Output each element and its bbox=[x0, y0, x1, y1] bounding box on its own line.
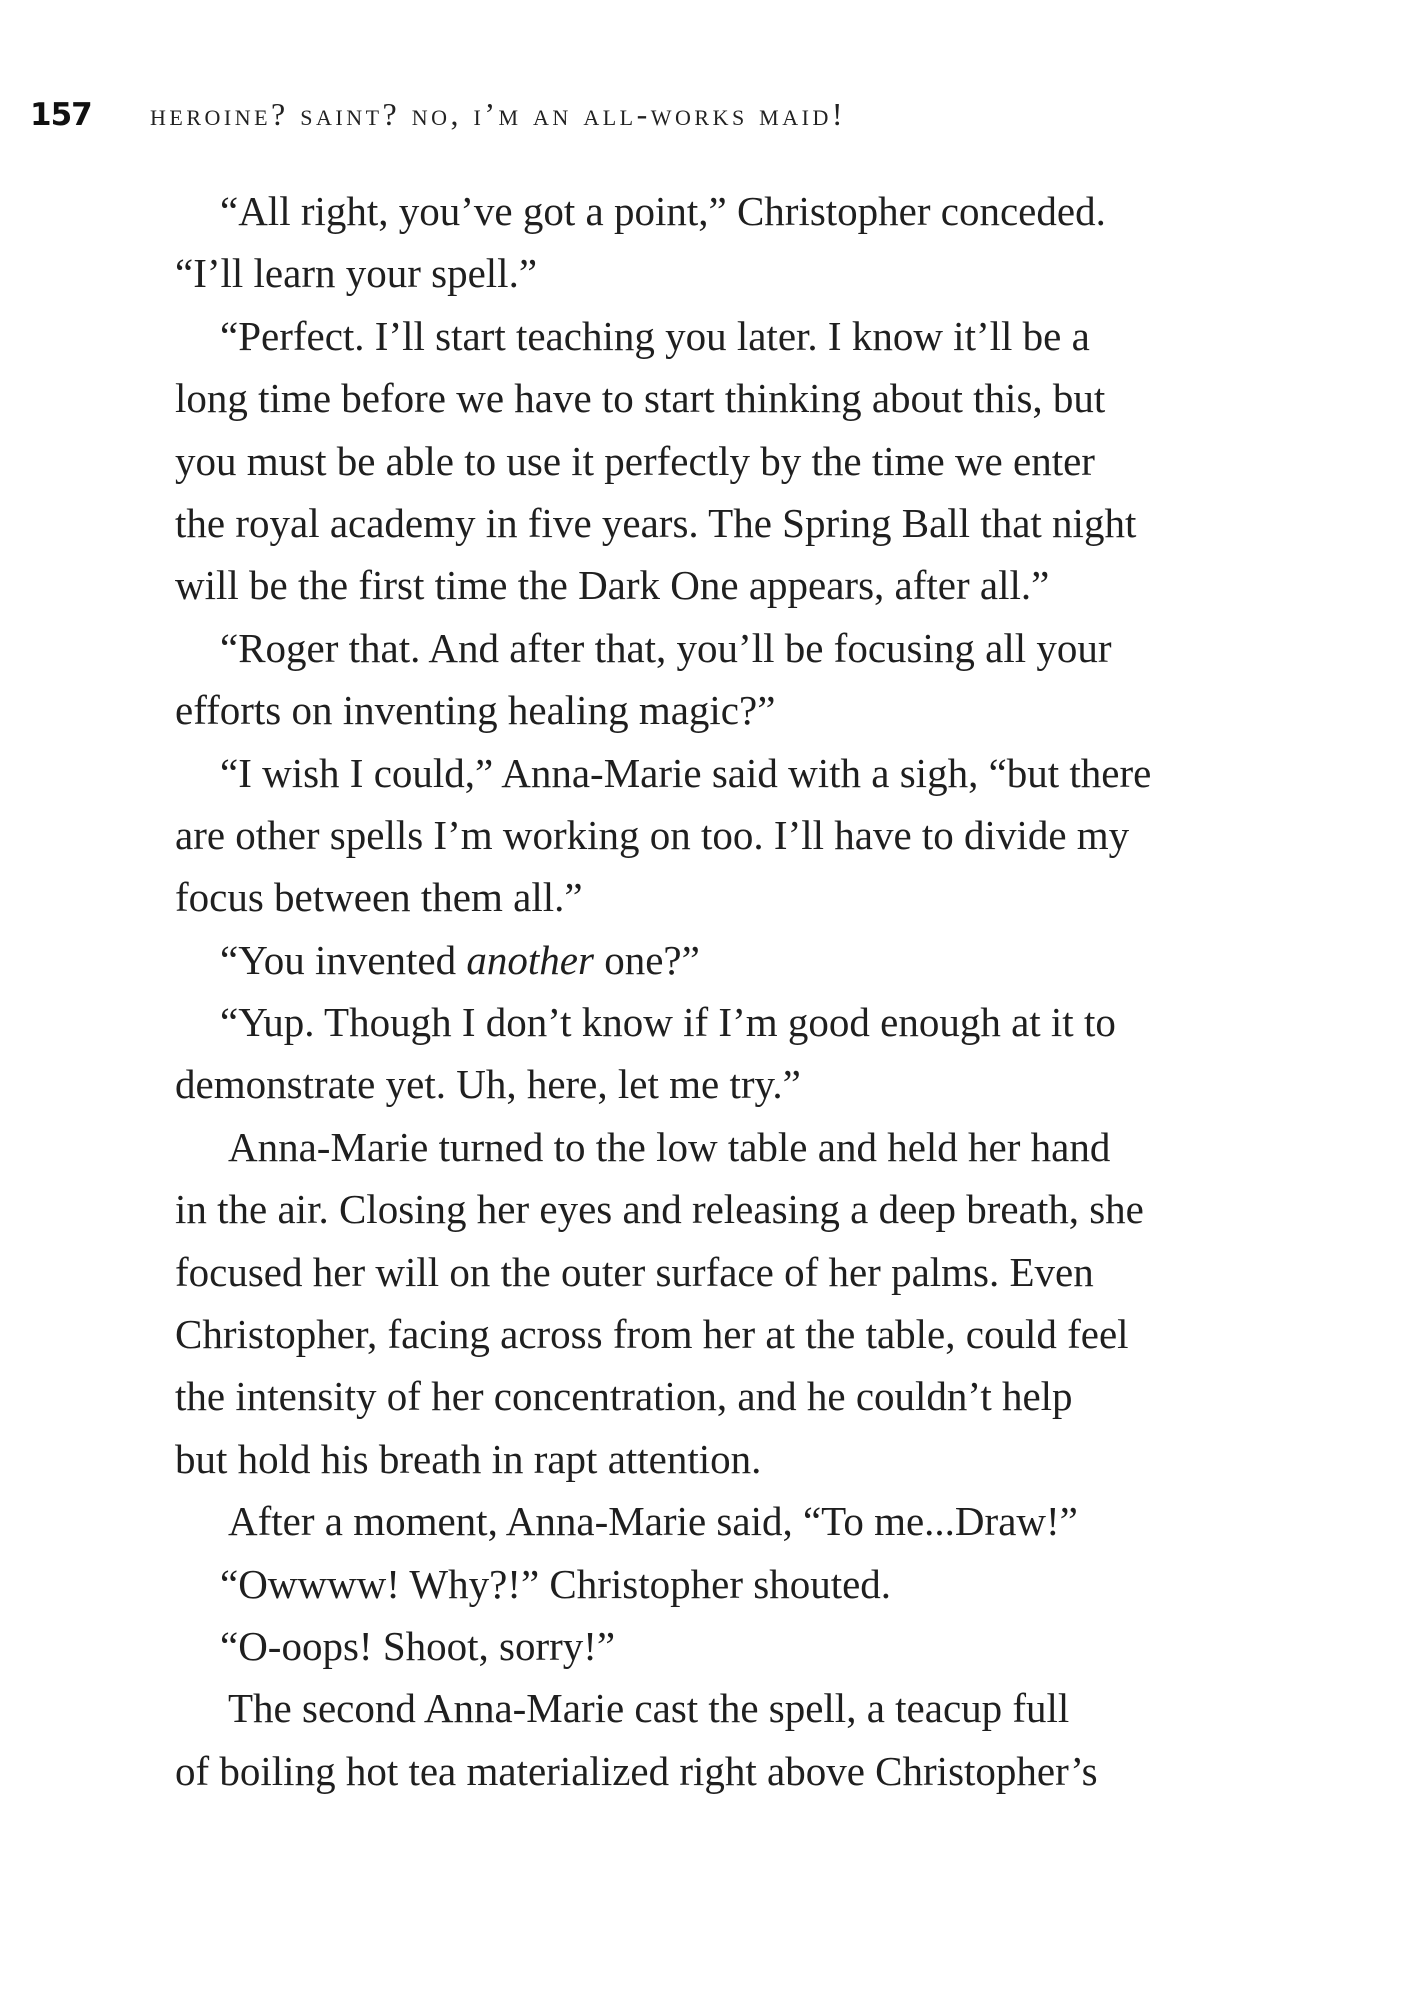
text-line: Christopher, facing across from her at the table, could feel bbox=[175, 1311, 1129, 1358]
text-line: “Perfect. I’ll start teaching you later. I know it’ll be a bbox=[220, 312, 1090, 359]
body-text bbox=[175, 180, 1237, 1802]
text-line: “All right, you’ve got a point,” Christopher conceded. bbox=[220, 188, 1106, 234]
text-line: the royal academy in five years. The Spring Ball that night bbox=[175, 499, 1137, 546]
text-line: “Yup. Though I don’t know if I’m good enough at it to bbox=[220, 999, 1116, 1046]
text-line bbox=[175, 929, 1237, 991]
text-line: Anna-Marie turned to the low table and held her hand bbox=[228, 1123, 1111, 1170]
text-segment: “You invented bbox=[220, 936, 467, 983]
text-line: but hold his breath in rapt attention. bbox=[175, 1435, 762, 1482]
text-line: demonstrate yet. Uh, here, let me try.” bbox=[175, 1061, 801, 1108]
text-line: efforts on inventing healing magic?” bbox=[175, 687, 776, 734]
text-line: “I wish I could,” Anna-Marie said with a sigh, “but there bbox=[220, 749, 1152, 796]
text-line: will be the first time the Dark One appears, after all.” bbox=[175, 562, 1050, 609]
text-line: are other spells I’m working on too. I’ll have to divide my bbox=[175, 811, 1130, 858]
text-line: of boiling hot tea materialized right above Christopher’s bbox=[175, 1747, 1098, 1794]
text-line: “I’ll learn your spell.” bbox=[175, 250, 538, 297]
text-line: “Owwww! Why?!” Christopher shouted. bbox=[220, 1560, 892, 1607]
text-line: “Roger that. And after that, you’ll be focusing all your bbox=[220, 624, 1112, 671]
running-head bbox=[30, 96, 846, 136]
book-title: heroine? saint? no, i’m an all-works maid! bbox=[150, 96, 847, 132]
text-line: “O-oops! Shoot, sorry!” bbox=[220, 1622, 616, 1669]
text-line: long time before we have to start thinking about this, but bbox=[175, 375, 1106, 422]
text-line: The second Anna-Marie cast the spell, a teacup full bbox=[228, 1685, 1070, 1732]
text-line: in the air. Closing her eyes and releasing a deep breath, she bbox=[175, 1186, 1144, 1233]
text-line: the intensity of her concentration, and he couldn’t help bbox=[175, 1373, 1073, 1420]
text-line: focus between them all.” bbox=[175, 874, 583, 921]
italic-word: another bbox=[466, 936, 594, 983]
text-line: you must be able to use it perfectly by the time we enter bbox=[175, 437, 1095, 484]
text-line: After a moment, Anna-Marie said, “To me...Draw!” bbox=[228, 1498, 1078, 1545]
text-segment: one?” bbox=[593, 936, 700, 983]
text-line: focused her will on the outer surface of her palms. Even bbox=[175, 1248, 1094, 1295]
page-number: 157 bbox=[30, 97, 92, 133]
